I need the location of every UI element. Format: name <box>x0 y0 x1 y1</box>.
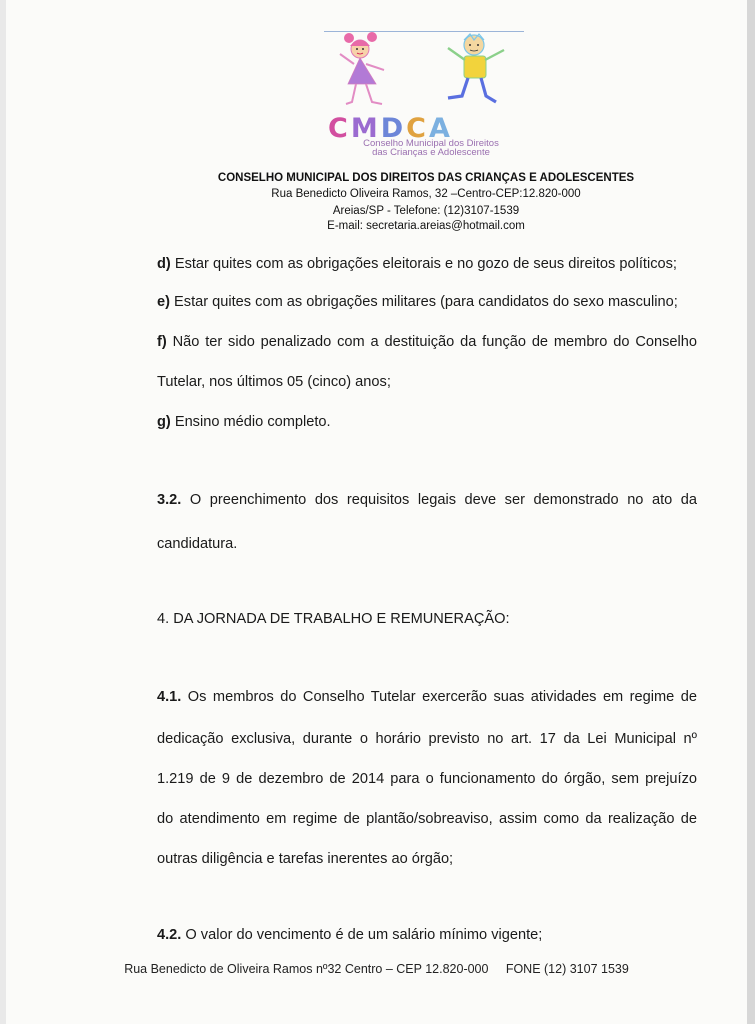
section-4-1-line4: do atendimento em regime de plantão/sobreaviso, assim como da realização de <box>157 811 697 827</box>
item-d <box>157 256 697 272</box>
girl-figure <box>340 32 384 104</box>
section-4-1-text: Os membros do Conselho Tutelar exercerão suas atividades em regime de <box>181 689 697 705</box>
item-e-label: e) <box>157 294 170 310</box>
item-g-label: g) <box>157 414 171 430</box>
section-4-1-line1 <box>157 689 697 705</box>
item-d-label: d) <box>157 256 171 272</box>
item-d-text: Estar quites com as obrigações eleitorais e no gozo de seus direitos políticos; <box>170 256 677 272</box>
logo-letter: C <box>406 113 429 144</box>
section-4-1-line2: dedicação exclusiva, durante o horário previsto no art. 17 da Lei Municipal nº <box>157 731 697 747</box>
organization-city-phone: Areias/SP - Telefone: (12)3107-1539 <box>332 205 520 217</box>
scan-edge <box>747 0 755 1024</box>
logo-subtitle <box>346 139 516 157</box>
item-f-text: Não ter sido penalizado com a destituição da função de membro do Conselho <box>166 334 697 350</box>
item-e-text: Estar quites com as obrigações militares (para candidatos do sexo masculino; <box>169 294 678 310</box>
item-f-line1 <box>157 334 697 350</box>
item-e <box>157 294 697 310</box>
logo-letter: M <box>350 113 381 144</box>
section-3-2-line2: candidatura. <box>157 536 238 552</box>
organization-address: Rua Benedicto Oliveira Ramos, 32 –Centro-CEP:12.820-000 <box>271 188 581 200</box>
logo-subtitle-line2: das Crianças e Adolescente <box>372 147 490 158</box>
section-4-1-line5: outras diligência e tarefas inerentes ao órgão; <box>157 851 454 867</box>
section-4-1-label: 4.1. <box>157 689 182 705</box>
organization-email: E-mail: secretaria.areias@hotmail.com <box>327 220 525 232</box>
section-4-heading: 4. DA JORNADA DE TRABALHO E REMUNERAÇÃO: <box>157 611 510 627</box>
item-g <box>157 414 697 430</box>
item-f-label: f) <box>157 334 167 350</box>
logo-subtitle-line1: Conselho Municipal dos Direitos <box>363 138 499 149</box>
logo-letter: A <box>428 113 453 144</box>
document-page <box>6 0 747 1024</box>
section-4-2-text: O valor do vencimento é de um salário mínimo vigente; <box>181 927 543 943</box>
logo-letter: C <box>328 113 351 144</box>
page-footer: Rua Benedicto de Oliveira Ramos nº32 Centro – CEP 12.820-000 FONE (12) 3107 1539 <box>124 962 629 976</box>
boy-figure <box>448 34 504 102</box>
item-f-line2: Tutelar, nos últimos 05 (cinco) anos; <box>157 374 391 390</box>
section-3-2-line1 <box>157 492 697 508</box>
section-3-2-label: 3.2. <box>157 492 182 508</box>
section-4-2 <box>157 927 697 943</box>
item-g-text: Ensino médio completo. <box>170 414 331 430</box>
section-4-2-label: 4.2. <box>157 927 182 943</box>
logo-letter: D <box>380 113 407 144</box>
organization-name: CONSELHO MUNICIPAL DOS DIREITOS DAS CRIANÇAS E ADOLESCENTES <box>217 172 635 184</box>
section-3-2-text: O preenchimento dos requisitos legais deve ser demonstrado no ato da <box>181 492 697 508</box>
section-4-1-line3: 1.219 de 9 de dezembro de 2014 para o funcionamento do órgão, sem prejuízo <box>157 771 697 787</box>
